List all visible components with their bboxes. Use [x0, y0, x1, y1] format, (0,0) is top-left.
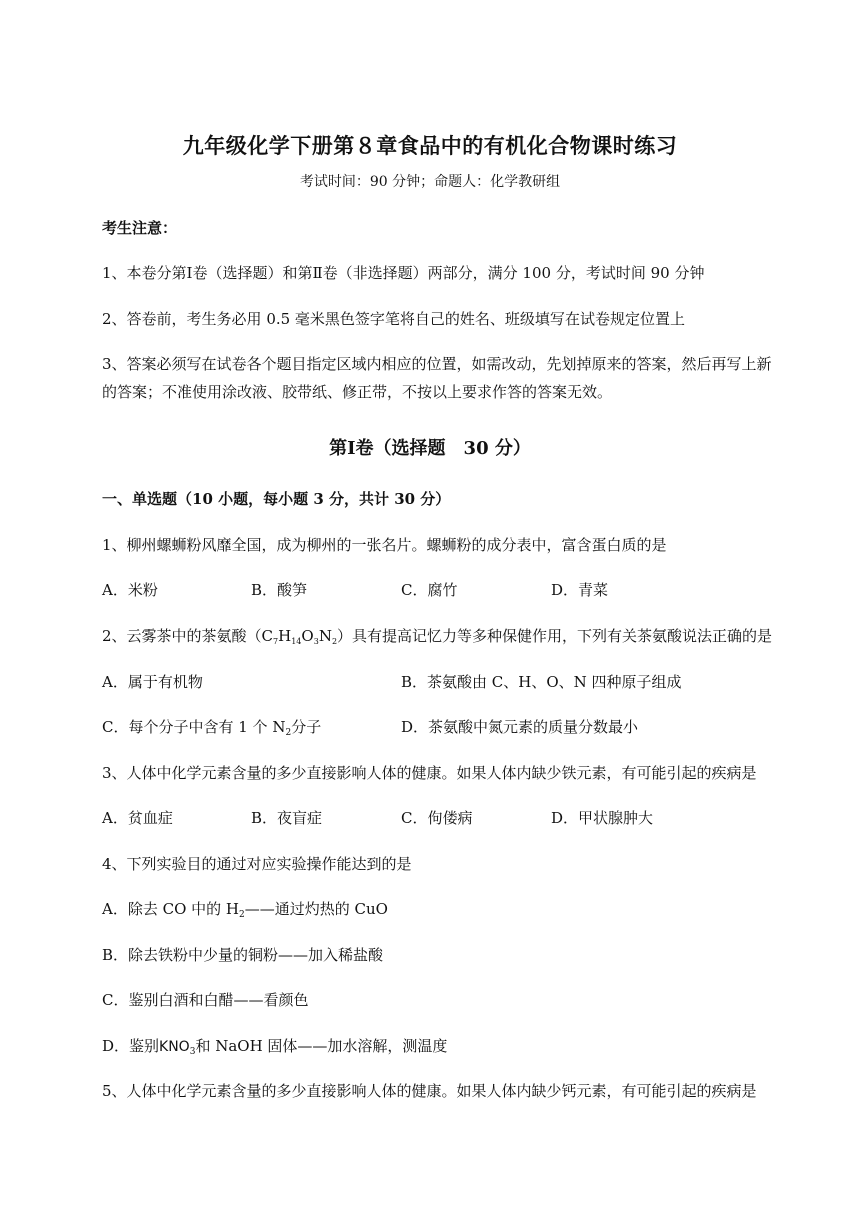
- exam-info: 考试时间：90 分钟；命题人：化学教研组: [299, 174, 561, 190]
- q4-option-b: B．除去铁粉中少量的铜粉——加入稀盐酸: [102, 946, 384, 964]
- q2-formula-h: H: [278, 627, 292, 645]
- question-2-stem: [102, 626, 772, 646]
- q4-option-d-sub: 3: [189, 1047, 196, 1057]
- q3-option-c: C．佝偻病: [401, 809, 473, 827]
- q4-option-a-after: ——通过灼热的 CuO: [244, 900, 388, 918]
- q2-formula-n-count: 2: [331, 637, 338, 646]
- notice-item-3: 3、答案必须写在试卷各个题目指定区域内相应的位置，如需改动，先划掉原来的答案，然后再写上新: [102, 355, 772, 373]
- notice-item-1: 1、本卷分第Ⅰ卷（选择题）和第Ⅱ卷（非选择题）两部分，满分 100 分，考试时间 90 分钟: [102, 264, 705, 282]
- q1-option-c: C．腐竹: [401, 581, 458, 599]
- question-4-stem: 4、下列实验目的通过对应实验操作能达到的是: [102, 855, 412, 873]
- q2-formula-o: O: [301, 627, 314, 645]
- q2-option-d: D．茶氨酸中氮元素的质量分数最小: [401, 718, 639, 736]
- q2-option-c-after: 分子: [291, 718, 322, 736]
- notice-item-3-cont: 的答案；不准使用涂改液、胶带纸、修正带，不按以上要求作答的答案无效。: [102, 383, 613, 401]
- question-5-stem: 5、人体中化学元素含量的多少直接影响人体的健康。如果人体内缺少钙元素，有可能引起的疾病是: [102, 1082, 757, 1100]
- page-title: 九年级化学下册第８章食品中的有机化合物课时练习: [182, 133, 678, 158]
- q2-option-c-text: C．每个分子中含有 1 个 N: [102, 718, 286, 736]
- q4-option-a: [102, 899, 388, 919]
- section-title: 第Ⅰ卷（选择题 30 分）: [329, 438, 531, 459]
- q2-stem-after: ）具有提高记忆力等多种保健作用，下列有关茶氨酸说法正确的是: [337, 627, 773, 645]
- q2-option-a: A．属于有机物: [102, 673, 203, 691]
- question-1-stem: 1、柳州螺蛳粉风靡全国，成为柳州的一张名片。螺蛳粉的成分表中，富含蛋白质的是: [102, 536, 667, 554]
- q4-option-a-sub: 2: [239, 910, 245, 920]
- part-heading: 一、单选题（10 小题，每小题 3 分，共计 30 分）: [102, 490, 451, 508]
- q3-option-d: D．甲状腺肿大: [551, 809, 654, 827]
- q4-option-d-formula: KNO: [159, 1039, 190, 1055]
- q4-option-d: [102, 1036, 447, 1057]
- q4-option-d-after: 和 NaOH 固体——加水溶解，测温度: [195, 1037, 448, 1055]
- q1-option-d: D．青菜: [551, 581, 609, 599]
- q4-option-a-before: A．除去 CO 中的 H: [102, 900, 239, 918]
- q1-option-a: A．米粉: [102, 581, 158, 599]
- q1-option-b: B．酸笋: [251, 581, 308, 599]
- q2-option-b: B．茶氨酸由 C、H、O、N 四种原子组成: [401, 673, 682, 691]
- q2-formula-h-count: 14: [291, 637, 302, 646]
- q2-option-c-sub: 2: [285, 728, 292, 738]
- q2-formula-c-count: 7: [273, 637, 279, 646]
- question-3-stem: 3、人体中化学元素含量的多少直接影响人体的健康。如果人体内缺少铁元素，有可能引起的疾病是: [102, 764, 757, 782]
- q4-option-d-before: D．鉴别: [102, 1037, 160, 1055]
- q2-stem-before: 2、云雾茶中的茶氨酸（C: [102, 627, 274, 645]
- q3-option-b: B．夜盲症: [251, 809, 323, 827]
- q2-option-c: [102, 717, 321, 737]
- q3-option-a: A．贫血症: [102, 809, 173, 827]
- q2-formula-n: N: [318, 627, 332, 645]
- notice-heading: 考生注意：: [102, 219, 178, 237]
- notice-item-2: 2、答卷前，考生务必用 0.5 毫米黑色签字笔将自己的姓名、班级填写在试卷规定位置上: [102, 310, 685, 328]
- q2-formula-o-count: 3: [313, 637, 319, 646]
- q4-option-c: C．鉴别白酒和白醋——看颜色: [102, 991, 309, 1009]
